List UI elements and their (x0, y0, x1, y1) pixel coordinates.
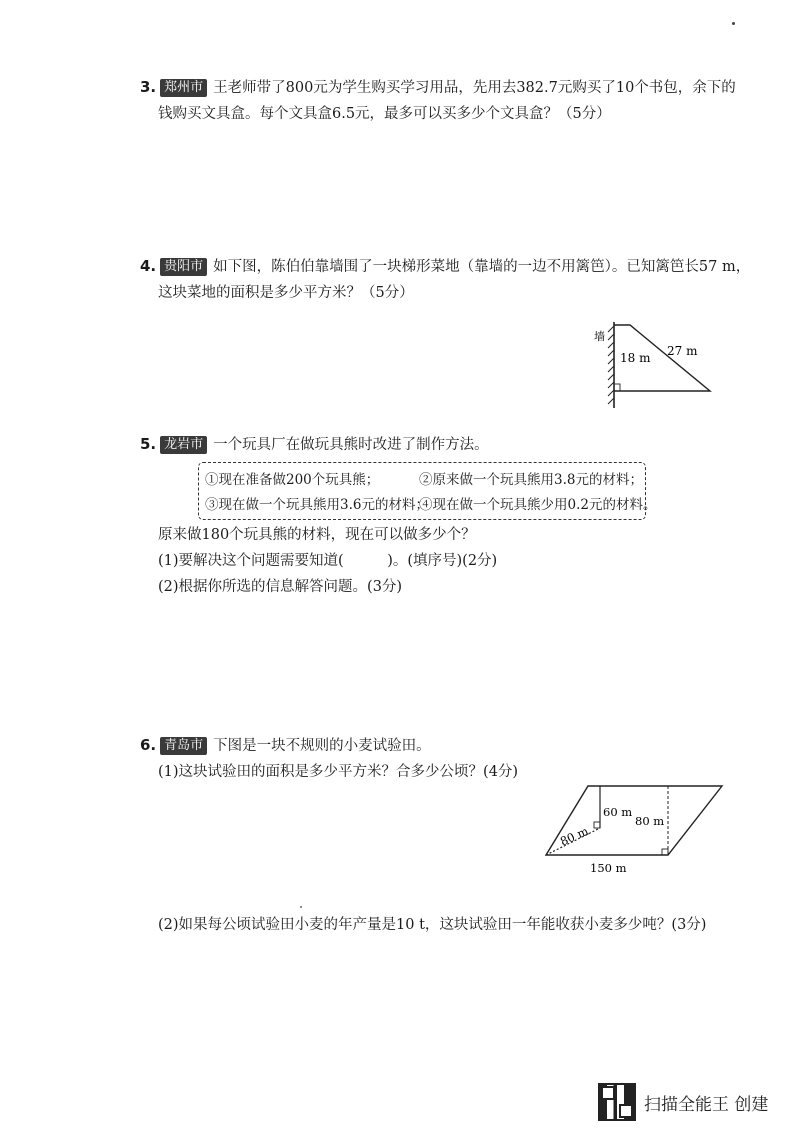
watermark-text: 扫描全能王 创建 (644, 1094, 769, 1115)
right-angle-mark (594, 822, 600, 828)
label-80m-right: 80 m (635, 814, 665, 828)
question-intro: 一个玩具厂在做玩具熊时改进了制作方法。 (213, 437, 489, 453)
question-text-line: 原来做180个玩具熊的材料，现在可以做多少个？ (158, 527, 476, 543)
sub-question: (2)根据你所选的信息解答问题。(3分) (158, 579, 403, 595)
qr-code-icon (598, 1083, 636, 1121)
sub-question: (1)这块试验田的面积是多少平方米？合多少公顷？(4分) (158, 764, 519, 780)
question-5-body (158, 522, 738, 600)
slant-label: 27 m (667, 344, 698, 358)
info-item: ②原来做一个玩具熊用3.8元的材料； (419, 472, 643, 488)
question-number: 4. (140, 257, 157, 275)
question-text-line: 王老师带了800元为学生购买学习用品，先用去382.7元购买了10个书包，余下的 (213, 80, 736, 96)
question-intro: 下图是一块不规则的小麦试验田。 (213, 738, 431, 754)
question-6 (140, 732, 720, 785)
right-angle-mark (614, 384, 620, 391)
field-outline (546, 786, 722, 855)
info-item: ④现在做一个玩具熊少用0.2元的材料。 (419, 497, 657, 513)
city-tag: 郑州市 (160, 79, 207, 97)
height-label: 18 m (620, 351, 651, 365)
label-150m: 150 m (590, 861, 627, 875)
corner-mark (732, 22, 735, 25)
question-number: 3. (140, 78, 157, 96)
wall-label: 墙 (594, 330, 605, 343)
city-tag: 贵阳市 (160, 258, 207, 276)
wheat-field-figure (540, 780, 730, 880)
right-angle-mark (662, 849, 668, 855)
info-item: ③现在做一个玩具熊用3.6元的材料； (205, 497, 429, 513)
wall-hatching (608, 326, 614, 404)
sub-question: (2)如果每公顷试验田小麦的年产量是10 t，这块试验田一年能收获小麦多少吨？(3分) (158, 917, 707, 933)
question-5 (140, 431, 720, 458)
question-text-line: 钱购买文具盒。每个文具盒6.5元，最多可以买多少个文具盒？（5分） (158, 106, 611, 122)
sub-question: (1)要解决这个问题需要知道( )。(填序号)(2分) (158, 553, 498, 569)
question-4 (140, 253, 751, 306)
question-text-line: 这块菜地的面积是多少平方米？（5分） (158, 285, 414, 301)
label-60m: 60 m (603, 805, 633, 819)
stray-dot (300, 906, 302, 908)
question-6-part-2 (158, 912, 738, 938)
question-number: 5. (140, 435, 157, 453)
info-box (198, 462, 657, 520)
city-tag: 青岛市 (160, 737, 207, 755)
question-number: 6. (140, 736, 157, 754)
scanner-watermark (598, 1082, 768, 1122)
label-80m-diagonal: 80 m (558, 823, 591, 849)
question-text-line: 如下图，陈伯伯靠墙围了一块梯形菜地（靠墙的一边不用篱笆）。已知篱笆长57 m， (213, 259, 751, 275)
info-item: ①现在准备做200个玩具熊； (205, 472, 380, 488)
question-3 (140, 74, 736, 127)
city-tag: 龙岩市 (160, 436, 207, 454)
trapezoid-figure (588, 318, 718, 410)
